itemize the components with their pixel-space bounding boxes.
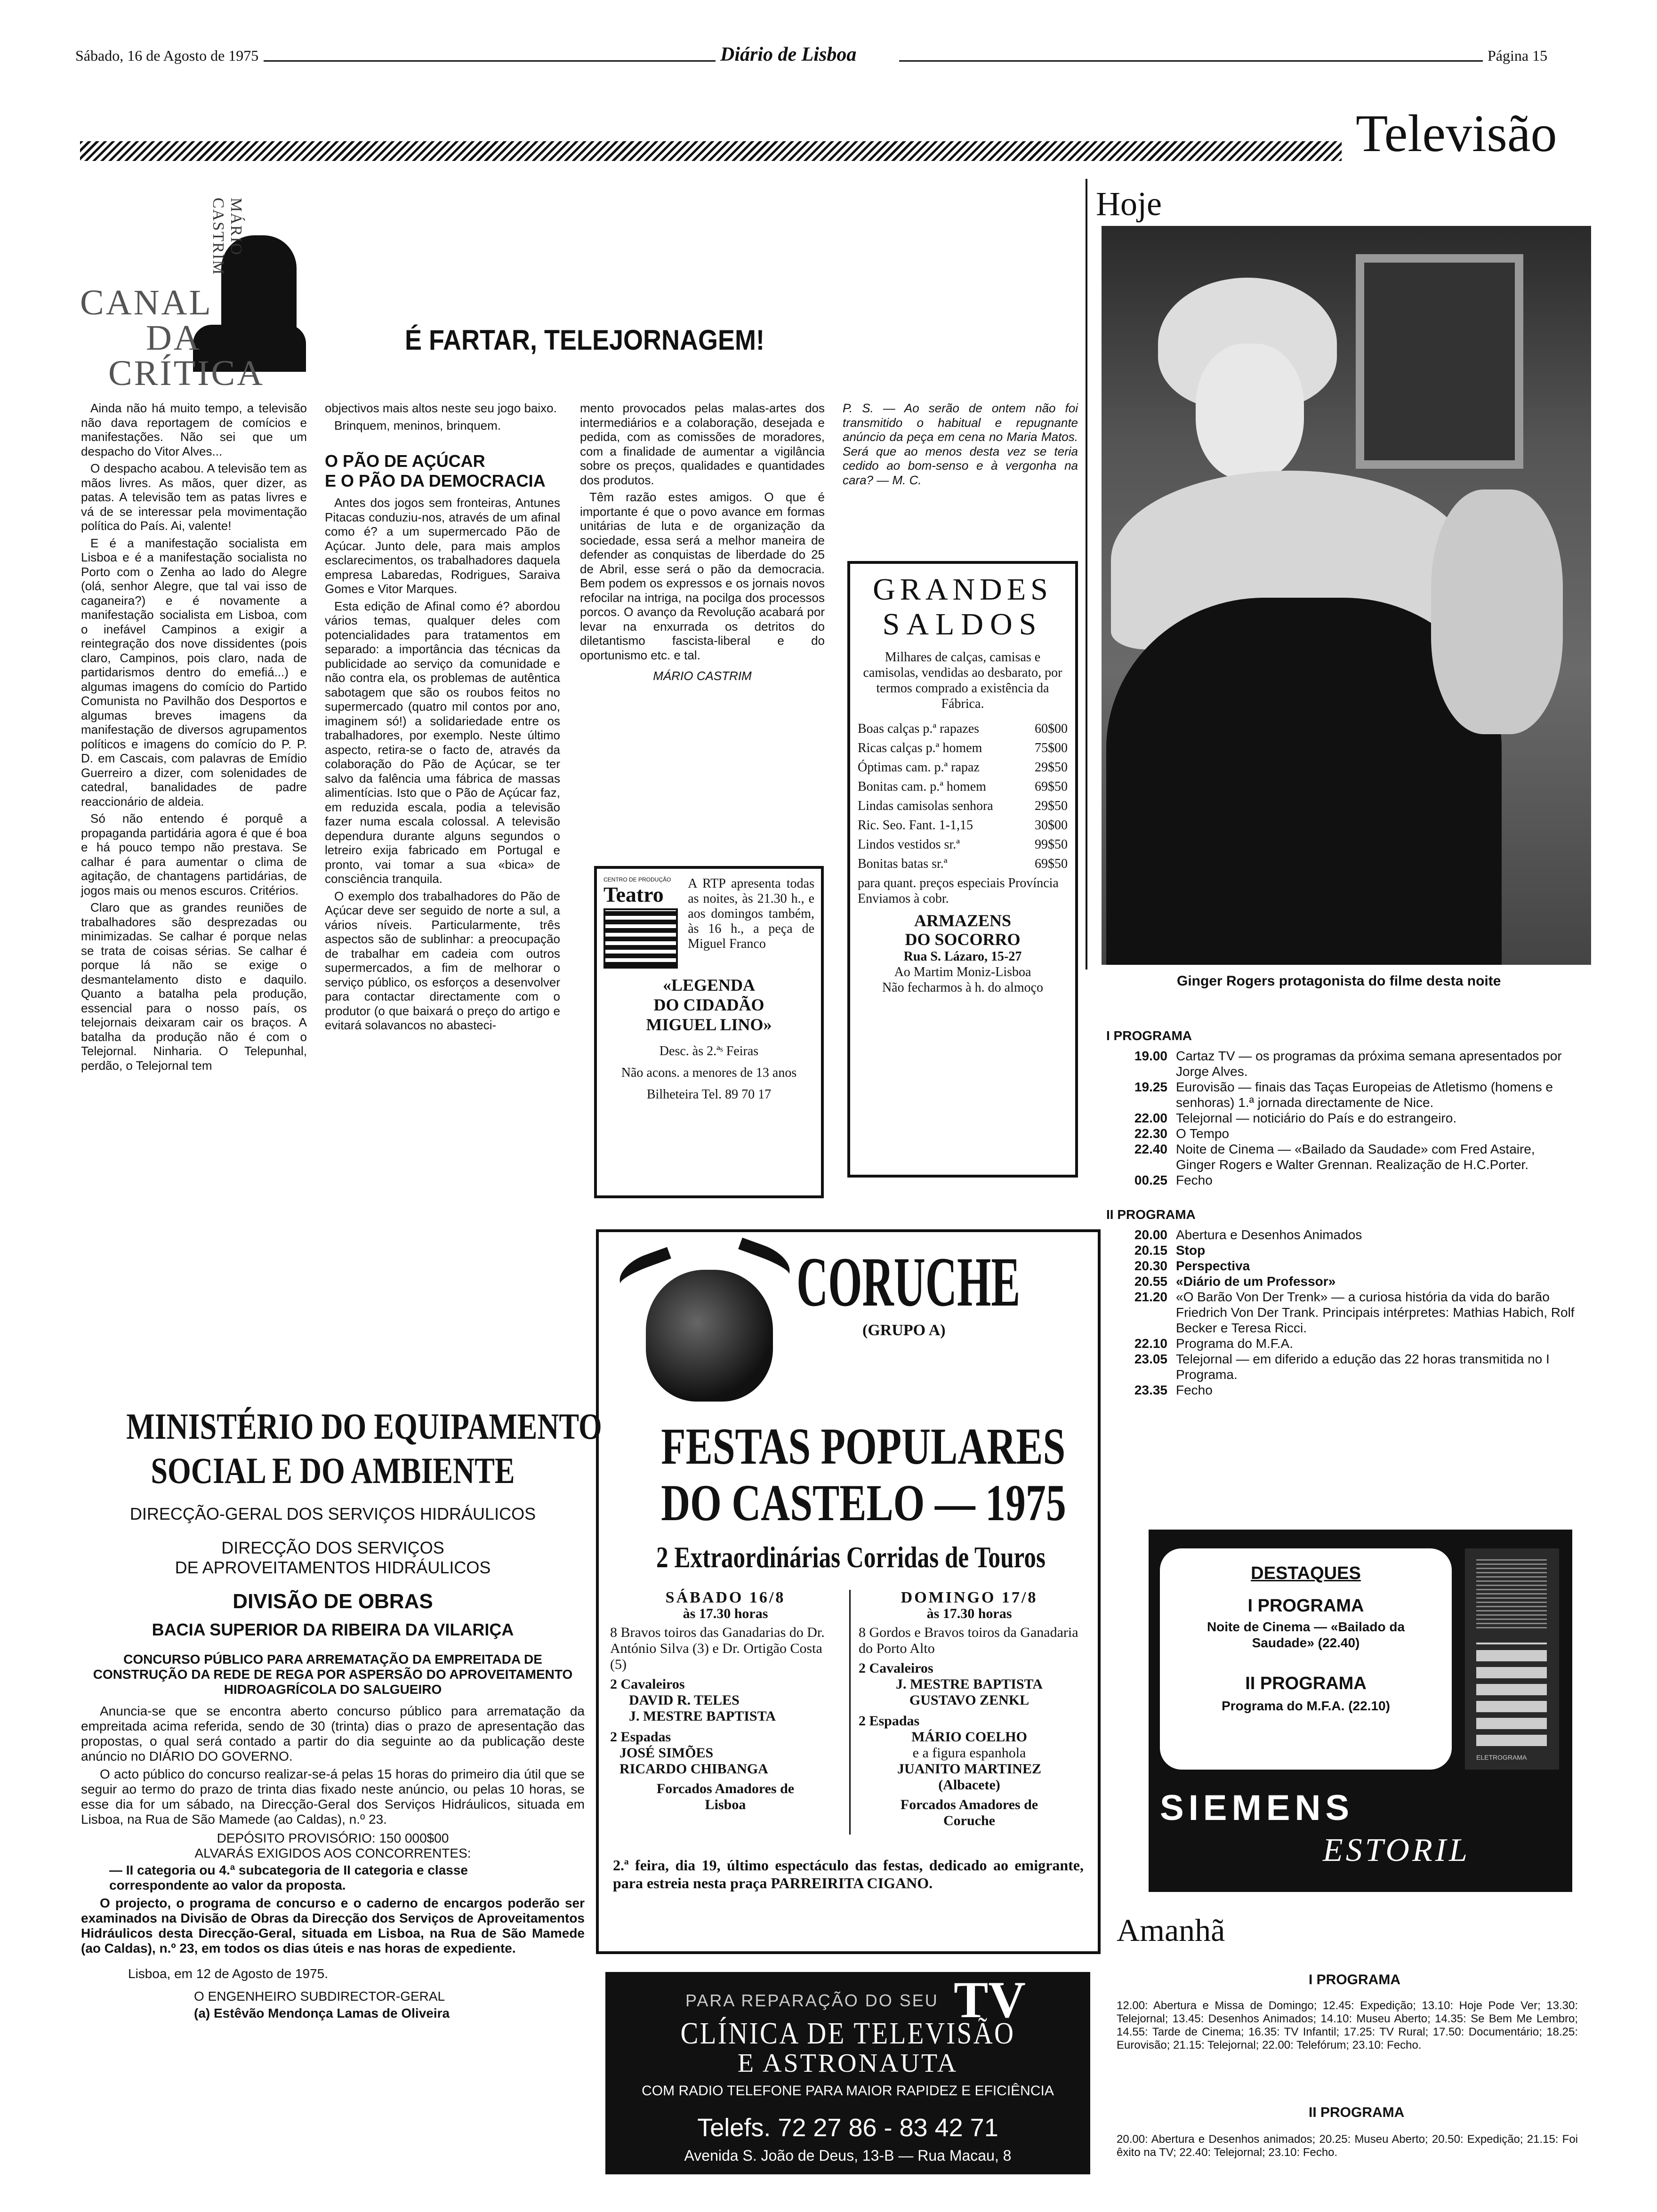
- sun-esp-name: JUANITO MARTINEZ: [897, 1761, 1041, 1777]
- saldos-item-name: Bonitas cam. p.ª homem: [858, 779, 986, 794]
- section-hatch-band: [80, 141, 1342, 161]
- saldos-item-name: Óptimas cam. p.ª rapaz: [858, 760, 980, 775]
- listing-row: [1106, 1172, 1577, 1188]
- photo-arm: [1431, 489, 1563, 734]
- clinica-slogan: COM RADIO TELEFONE PARA MAIOR RAPIDEZ E EFICIÊNCIA: [642, 2083, 1054, 2099]
- saldos-address: Rua S. Lázaro, 15-27: [903, 949, 1022, 964]
- destaques-title: DESTAQUES: [1251, 1563, 1361, 1583]
- photo-caption: Ginger Rogers protagonista do filme desta noite: [1177, 973, 1501, 989]
- header-page-number: Página 15: [1488, 47, 1548, 64]
- tv-screen: [1160, 1548, 1452, 1770]
- ministerio-concurso: CONCURSO PÚBLICO PARA ARREMATAÇÃO DA EMPREITADA DE CONSTRUÇÃO DA REDE DE REGA POR ASPERSÃO DO APROVEITAMENTO HIDROAGRÍCOLA DO SALGUEIRO: [93, 1652, 573, 1697]
- tv-speaker-grille: [1476, 1558, 1547, 1628]
- teatro-text: A RTP apresenta todas as noites, às 21.30 h., e aos domingos também, às 16 h., a peça de Miguel Franco: [688, 876, 814, 951]
- saldos-item: [858, 740, 1068, 756]
- coruche-footer: 2.ª feira, dia 19, último espectáculo das festas, dedicado ao emigrante, para estreia nesta praça PARREIRITA CIGANO.: [613, 1857, 1084, 1891]
- saldos-title2: SALDOS: [882, 607, 1043, 641]
- sun-esp-label: 2 Espadas: [859, 1713, 920, 1729]
- listing-time: 20.55: [1134, 1274, 1167, 1289]
- saldos-footer: para quant. preços especiais Província Enviamos à cobr.: [858, 876, 1059, 906]
- saldos-item-name: Lindos vestidos sr.ª: [858, 837, 960, 852]
- listing-row: [1106, 1110, 1577, 1126]
- article-headline: É FARTAR, TELEJORNAGEM!: [405, 324, 765, 356]
- article-paragraph: O despacho acabou. A televisão tem as mãos livres. As mãos, quer dizer, as patas. A televisão tem as patas livres e vá de se interessar pela movimentação política do País. Ai, valente!: [81, 461, 307, 533]
- corridas-line: 2 Extraordinárias Corridas de Touros: [656, 1540, 1046, 1574]
- saldos-item: [858, 837, 1068, 852]
- teatro-info3: Bilheteira Tel. 89 70 17: [646, 1087, 772, 1102]
- hoje-program2-title: II PROGRAMA: [1106, 1207, 1196, 1222]
- saldos-item: [858, 721, 1068, 737]
- ministerio-sig1: O ENGENHEIRO SUBDIRECTOR-GERAL: [194, 1989, 445, 2004]
- saldos-item-price: 60$00: [1035, 721, 1068, 736]
- saldos-item-name: Boas calças p.ª rapazes: [858, 721, 980, 736]
- sat-cav-name: J. MESTRE BAPTISTA: [629, 1708, 776, 1724]
- saldos-item-name: Ric. Seo. Fant. 1-1,15: [858, 818, 973, 833]
- vertical-rule: [1086, 179, 1087, 970]
- listing-text: «O Barão Von Der Trenk» — a curiosa história da vida do barão Friedrich Von Der Trank. Principais intérpretes: Mathias Habich, Rolf Becker e Teresa Ricci.: [1176, 1290, 1575, 1335]
- listing-text: Eurovisão — finais das Taças Europeias de Atletismo (homens e senhoras) 1.ª jornada directamente de Nice.: [1176, 1080, 1553, 1110]
- listing-text: «Diário de um Professor»: [1176, 1274, 1336, 1289]
- saldos-item-price: 29$50: [1035, 760, 1068, 775]
- sat-esp-label: 2 Espadas: [610, 1729, 671, 1745]
- coruche-sunday: [859, 1590, 1080, 1829]
- saldos-item: [858, 760, 1068, 775]
- bull-head: [646, 1270, 773, 1402]
- column-logo-line2: DA: [146, 318, 201, 358]
- saldos-item-price: 29$50: [1035, 799, 1068, 813]
- grandes-saldos-ad: [847, 561, 1078, 1178]
- listing-time: 23.35: [1134, 1383, 1167, 1397]
- festas-line1: FESTAS POPULARES: [661, 1418, 1066, 1475]
- article-subhead-line2: E O PÃO DA DEMOCRACIA: [325, 471, 546, 490]
- listing-time: 20.00: [1134, 1227, 1167, 1242]
- clinica-top: PARA REPARAÇÃO DO SEU: [685, 1991, 939, 2010]
- listing-text: Noite de Cinema — «Bailado da Saudade» com Fred Astaire, Ginger Rogers e Walter Grennan. Realização de H.C.Porter.: [1176, 1142, 1535, 1172]
- saldos-item-name: Bonitas batas sr.ª: [858, 857, 948, 871]
- sun-esp-name: (Albacete): [938, 1777, 1000, 1793]
- article-subhead-line1: O PÃO DE AÇÚCAR: [325, 451, 485, 471]
- column-logo-line1: CANAL: [80, 283, 213, 322]
- destaques-p2: II PROGRAMA: [1245, 1674, 1367, 1693]
- teatro-small-label: CENTRO DE PRODUÇÃO: [603, 876, 671, 883]
- sun-bulls: 8 Gordos e Bravos toiros da Ganadaria do Porto Alto: [859, 1625, 1078, 1656]
- ministerio-sig2: (a) Estêvão Mendonça Lamas de Oliveira: [194, 2006, 450, 2020]
- teatro-logo: [603, 876, 688, 969]
- saldos-item-price: 69$50: [1035, 779, 1068, 794]
- listing-time: 22.30: [1134, 1126, 1167, 1141]
- article-postscript: P. S. — Ao serão de ontem não foi transmitido o habitual e repugnante anúncio da peça em cena no Maria Matos. Será que ao menos desta vez se teria cedido ao bom-senso e à vergonha na cara? — M. C.: [843, 401, 1078, 487]
- estoril-model: ESTORIL: [1323, 1832, 1470, 1868]
- hoje-title: Hoje: [1096, 185, 1162, 223]
- column-logo-author: MÁRIO CASTRIM: [209, 198, 245, 276]
- ministerio-bacia: BACIA SUPERIOR DA RIBEIRA DA VILARIÇA: [152, 1620, 514, 1639]
- teatro-play-title1: «LEGENDA: [662, 976, 756, 994]
- coruche-divider: [849, 1590, 851, 1835]
- listing-text: Telejornal — em diferido a edução das 22 horas transmitida no I Programa.: [1176, 1352, 1550, 1382]
- ministerio-paragraph1: Anuncia-se que se encontra aberto concurso público para arrematação da empreitada acima referida, sendo de 30 (trinta) dias o prazo de apresentação das propostas, o qual será contado a partir do dia seguinte ao da publicação deste anúncio no DIÁRIO DO GOVERNO.: [81, 1704, 585, 1763]
- listing-row: [1106, 1351, 1577, 1382]
- listing-row: [1106, 1258, 1577, 1274]
- amanha-program1-title: I PROGRAMA: [1309, 1972, 1400, 1988]
- tv-channel-buttons: [1476, 1643, 1547, 1746]
- sun-cav-name: GUSTAVO ZENKL: [909, 1692, 1030, 1708]
- sun-forcados: Forcados Amadores de Coruche: [900, 1797, 1038, 1828]
- amanha-title: Amanhã: [1117, 1912, 1225, 1948]
- saldos-item-price: 75$00: [1035, 741, 1068, 755]
- saldos-store2: DO SOCORRO: [905, 930, 1021, 949]
- sun-cav-name: J. MESTRE BAPTISTA: [895, 1676, 1043, 1692]
- ministerio-notice: [81, 1404, 602, 2021]
- sun-time: às 17.30 horas: [926, 1606, 1012, 1621]
- listing-text: Fecho: [1176, 1173, 1213, 1187]
- newspaper-masthead: Diário de Lisboa: [720, 44, 857, 65]
- sat-esp-name: RICARDO CHIBANGA: [619, 1761, 768, 1777]
- header-date: Sábado, 16 de Agosto de 1975: [75, 47, 259, 64]
- article-subhead: [325, 451, 560, 491]
- listing-text: Perspectiva: [1176, 1258, 1250, 1273]
- listing-text: Cartaz TV — os programas da próxima semana apresentados por Jorge Alves.: [1176, 1049, 1562, 1079]
- destaques-p2-text: Programa do M.F.A. (22.10): [1222, 1699, 1390, 1713]
- sat-time: às 17.30 horas: [683, 1606, 768, 1621]
- teatro-play-title2: DO CIDADÃO: [653, 995, 764, 1014]
- clinica-phones: Telefs. 72 27 86 - 83 42 71: [697, 2114, 998, 2142]
- sat-forcados: Forcados Amadores de Lisboa: [656, 1781, 795, 1812]
- article-paragraph: Ainda não há muito tempo, a televisão não dava reportagem de comícios e manifestações. Não sei que um despacho do Vitor Alves...: [81, 401, 307, 458]
- listing-row: [1106, 1126, 1577, 1141]
- section-title: Televisão: [1356, 104, 1557, 163]
- coruche-group: (GRUPO A): [862, 1322, 946, 1339]
- siemens-tv-ad: [1149, 1530, 1572, 1892]
- ministerio-division: DIVISÃO DE OBRAS: [233, 1590, 433, 1613]
- rtp-emblem: [603, 908, 678, 969]
- teatro-info2: Não acons. a menores de 13 anos: [621, 1066, 797, 1080]
- amanha-program2-text: 20.00: Abertura e Desenhos animados; 20.25: Museu Aberto; 20.50: Expedição; 21.15: Foi êxito na TV; 22.40: Telejornal; 23.10: Fecho.: [1117, 2133, 1578, 2159]
- listing-row: [1106, 1336, 1577, 1351]
- ministerio-deposito: DEPÓSITO PROVISÓRIO: 150 000$00: [217, 1831, 449, 1845]
- saldos-title1: GRANDES: [873, 572, 1053, 607]
- sat-esp-name: JOSÉ SIMÕES: [619, 1745, 714, 1761]
- hoje-listings: [1106, 1028, 1577, 1398]
- teatro-play-title3: MIGUEL LINO»: [646, 1015, 772, 1034]
- saldos-store1: ARMAZENS: [914, 911, 1011, 930]
- teatro-name: Teatro: [603, 882, 664, 906]
- saldos-intro: Milhares de calças, camisas e camisolas, vendidas ao desbarato, por termos comprado a existência da Fábrica.: [863, 650, 1062, 711]
- destaques-p1-text: Noite de Cinema — «Bailado da Saudade» (22.40): [1207, 1619, 1405, 1650]
- ministerio-date: Lisboa, em 12 de Agosto de 1975.: [128, 1966, 328, 1981]
- sun-esp-name: e a figura espanhola: [912, 1745, 1026, 1761]
- photo-frame-shape: [1356, 254, 1523, 469]
- saldos-item-price: 69$50: [1035, 857, 1068, 871]
- saldos-address2: Ao Martim Moniz-Lisboa: [894, 965, 1031, 979]
- teatro-top: [603, 876, 814, 969]
- ministerio-dg: DIRECÇÃO-GERAL DOS SERVIÇOS HIDRÁULICOS: [129, 1504, 536, 1523]
- listing-text: Telejornal — noticiário do País e do estrangeiro.: [1176, 1111, 1457, 1125]
- column-logo-line3: CRÍTICA: [108, 353, 265, 393]
- article-column-3: [580, 401, 825, 683]
- coruche-bullfight-ad: [596, 1229, 1101, 1954]
- listing-time: 23.05: [1134, 1352, 1167, 1366]
- ministerio-title2: SOCIAL E DO AMBIENTE: [151, 1450, 515, 1491]
- listing-time: 21.20: [1134, 1290, 1167, 1304]
- article-paragraph: mento provocados pelas malas-artes dos intermediários e a colaboração, desejada e pedida, com as comissões de moradores, com a finalidade de aumentar a vigilância sobre os preços, qualidades e quantidades dos produtos.: [580, 401, 825, 487]
- header-rule-left: [264, 60, 716, 62]
- photo-face: [1196, 344, 1304, 480]
- festas-line2: DO CASTELO — 1975: [661, 1474, 1066, 1531]
- listing-time: 20.30: [1134, 1258, 1167, 1273]
- listing-row: [1106, 1289, 1577, 1336]
- article-column-1: [81, 401, 307, 1075]
- saldos-hours: Não fecharmos à h. do almoço: [882, 980, 1044, 995]
- ministerio-ds2: DE APROVEITAMENTOS HIDRÁULICOS: [175, 1558, 491, 1577]
- sun-esp-name: MÁRIO COELHO: [911, 1729, 1027, 1745]
- article-paragraph: Têm razão estes amigos. O que é importante é que o povo avance em formas unitárias de luta e de organização da sociedade, essa será a melhor maneira de defender as conquistas de liberdade do 25 de Abril, esse será o pão da democracia. Bem podem os expressos e os jornais novos refocilar na intriga, na pocilga dos processos porcos. O avanço da Revolução acabará por levar na enxurrada os detritos do diletantismo fascista-liberal e do oportunismo etc. e tal.: [580, 490, 825, 662]
- listing-time: 22.10: [1134, 1336, 1167, 1351]
- sat-head: SÁBADO 16/8: [665, 1589, 786, 1606]
- ministerio-alvaras: ALVARÁS EXIGIDOS AOS CONCORRENTES:: [194, 1846, 471, 1860]
- listing-time: 20.15: [1134, 1243, 1167, 1258]
- article-signature: MÁRIO CASTRIM: [653, 669, 752, 683]
- listing-row: [1106, 1242, 1577, 1258]
- ministerio-paragraph2: O acto público do concurso realizar-se-á pelas 15 horas do primeiro dia útil que se seguir ao termo do prazo de trinta dias fixado neste anúncio, ou pelas 10 horas, se esse dia for um sábado, na Direcção-Geral dos Serviços Hidráulicos, situada em Lisboa, na Rua de São Mamede (ao Caldas), n.º 23.: [81, 1767, 585, 1827]
- hoje-program1-title: I PROGRAMA: [1106, 1028, 1192, 1043]
- ministerio-alvaras-text: — II categoria ou 4.ª subcategoria de II categoria e classe correspondente ao valor da proposta.: [109, 1863, 468, 1892]
- ministerio-paragraph3: O projecto, o programa de concurso e o caderno de encargos poderão ser examinados na Divisão de Obras da Direcção dos Serviços de Aproveitamentos Hidráulicos desta Direcção-Geral, situada em Lisboa, na Rua de São Mamede (ao Caldas), n.º 23, em todos os dias úteis e nas horas de expediente.: [81, 1896, 585, 1956]
- listing-text: Stop: [1176, 1243, 1206, 1258]
- teatro-info1: Desc. às 2.ªˢ Feiras: [659, 1044, 759, 1058]
- saldos-item: [858, 856, 1068, 872]
- ginger-rogers-photo: [1102, 226, 1591, 965]
- coruche-saturday: [610, 1590, 841, 1813]
- listing-row: [1106, 1048, 1577, 1079]
- article-paragraph: Brinquem, meninos, brinquem.: [334, 418, 501, 433]
- listing-time: 19.25: [1134, 1080, 1167, 1094]
- listing-row: [1106, 1141, 1577, 1172]
- saldos-item: [858, 817, 1068, 833]
- listing-time: 22.00: [1134, 1111, 1167, 1125]
- listing-row: [1106, 1079, 1577, 1110]
- clinica-tv: TV: [954, 1971, 1026, 2028]
- tv-brand-label: ELETROGRAMA: [1476, 1754, 1527, 1761]
- tv-control-panel: [1465, 1548, 1559, 1770]
- article-paragraph: O exemplo dos trabalhadores do Pão de Açúcar deve ser seguido de norte a sul, a vários níveis. Particularmente, três aspectos são de sublinhar: a preocupação de trabalhar em cadeia com outros supermercados, a fim de melhorar o serviço público, os esforços a desenvolver para contactar directamente com o produtor (o que baixará o preço do artigo e evitará solavancos no abasteci-: [325, 889, 560, 1032]
- listing-text: Programa do M.F.A.: [1176, 1336, 1293, 1351]
- article-column-2: [325, 401, 560, 1035]
- bull-head-illustration: [618, 1246, 796, 1406]
- article-paragraph: Só não entendo é porquê a propaganda partidária agora é que é boa e há pouco tempo não prestava. Se calhar é para aumentar o clima de agitação, de chantagens partidárias, de jogos mais ou menos escuros. Critérios.: [81, 811, 307, 898]
- sat-bulls: 8 Bravos toiros das Ganadarias do Dr. António Silva (3) e Dr. Ortigão Costa (5): [610, 1625, 825, 1672]
- clinica-address: Avenida S. João de Deus, 13-B — Rua Macau, 8: [684, 2147, 1012, 2164]
- listing-text: O Tempo: [1176, 1126, 1230, 1141]
- ministerio-title1: MINISTÉRIO DO EQUIPAMENTO: [126, 1406, 602, 1447]
- teatro-ad: [594, 866, 824, 1198]
- sat-cav-name: DAVID R. TELES: [629, 1692, 740, 1708]
- listing-text: Fecho: [1176, 1383, 1213, 1397]
- saldos-item-price: 30$00: [1035, 818, 1068, 833]
- clinica-televisao-ad: [605, 1972, 1090, 2174]
- saldos-item: [858, 798, 1068, 814]
- listing-time: 00.25: [1134, 1173, 1167, 1187]
- listing-row: [1106, 1227, 1577, 1242]
- saldos-item: [858, 779, 1068, 794]
- clinica-name1: CLÍNICA DE TELEVISÃO: [680, 2016, 1015, 2051]
- sun-cav-label: 2 Cavaleiros: [859, 1660, 933, 1676]
- amanha-program1-text: 12.00: Abertura e Missa de Domingo; 12.45: Expedição; 13.10: Hoje Pode Ver; 13.30: Telejornal; 13.45: Desenhos Animados; 14.10: Museu Aberto; 14.35: Se Bem Me Lembro; 14.55: Tarde de Cinema; 16.35: TV Infantil; 17.25: TV Rural; 17.50: Documentário; 18.25: Eurovisão; 21.15: Telejornal; 22.00: Telefórum; 23.10: Fecho.: [1117, 1999, 1578, 2052]
- listing-row: [1106, 1382, 1577, 1398]
- saldos-item-name: Ricas calças p.ª homem: [858, 741, 982, 755]
- article-paragraph: Esta edição de Afinal como é? abordou vários temas, qualquer deles com potencialidades para tratamentos em separado: a importância das técnicas da publicidade ao serviço da comunidade e não contra ela, os problemas de autêntica sabotagem que são os roubos feitos no supermercado (quatro mil contos por ano, imaginem só!) a solidariedade entre os trabalhadores, por exemplo. Neste último aspecto, retira-se o facto de, através da colaboração do Pão de Açúcar, se ter salvo da falência uma fábrica de massas alimentícias. Isto que o Pão de Açúcar faz, em reduzida escala, podia a televisão fazer numa escala colossal. A televisão dependura durante alguns segundos o letreiro exija fabricado em Portugal e pronto, vai tomar a sua «bica» de consciência tranquila.: [325, 599, 560, 886]
- header-rule-right: [899, 60, 1483, 62]
- sun-head: DOMINGO 17/8: [901, 1589, 1038, 1606]
- listing-row: [1106, 1274, 1577, 1289]
- destaques-p1: I PROGRAMA: [1247, 1596, 1364, 1616]
- listing-text: Abertura e Desenhos Animados: [1176, 1227, 1362, 1242]
- article-paragraph: objectivos mais altos neste seu jogo baixo.: [325, 401, 557, 415]
- article-paragraph: Claro que as grandes reuniões de trabalhadores são desprezadas ou minimizadas. Se calhar é porque nelas se trata de coisas sérias. Se calhar é porque lá não se exige o desmantelamento disto e daquilo. Quanto a batalha pela produção, essencial para o nosso país, os telejornais deixaram cair os braços. A batalha da produção não é com o Telejornal. Ninharia. O Telepunhal, perdão, o Telejornal tem: [81, 900, 307, 1073]
- column-logo: [80, 188, 306, 395]
- article-paragraph: E é a manifestação socialista em Lisboa e é a manifestação socialista no Porto com o Zenha ao lado do Alegre (olá, senhor Alegre, que tal vai isso de caganeira?) e é novamente a manifestação socialista em Lisboa, com o inefável Campinos a exigir a reintegração dos nove dissidentes (pois claro, Campinos, pois claro, nada de partidarismos dentro do emefiá...) e algumas imagens do comício do Partido Comunista no Pavilhão dos Desportos e algumas breves imagens da manifestação de diversos agrupamentos políticos e imagens do comício do P. P. D. em Cascais, com palavras de Emídio Guerreiro a dizer, com solenidades de catedral, banalidades de padre reaccionário de aldeia.: [81, 536, 307, 809]
- clinica-name2: E ASTRONAUTA: [737, 2049, 958, 2078]
- saldos-item-price: 99$50: [1035, 837, 1068, 852]
- article-paragraph: Antes dos jogos sem fronteiras, Antunes Pitacas conduziu-nos, através de um afinal como é? a um supermercado Pão de Açúcar. Junto dele, para mais amplos esclarecimentos, os trabalhadores daquela empresa Labaredas, Rodrigues, Saraiva Gomes e Vitor Marques.: [325, 496, 560, 596]
- ministerio-ds1: DIRECÇÃO DOS SERVIÇOS: [221, 1538, 444, 1557]
- siemens-brand: SIEMENS: [1160, 1788, 1354, 1828]
- coruche-title: CORUCHE: [796, 1243, 1021, 1321]
- sat-cav-label: 2 Cavaleiros: [610, 1676, 685, 1692]
- saldos-item-name: Lindas camisolas senhora: [858, 799, 993, 813]
- amanha-program2-title: II PROGRAMA: [1309, 2105, 1405, 2120]
- listing-time: 22.40: [1134, 1142, 1167, 1156]
- saldos-price-list: [858, 721, 1068, 872]
- listing-time: 19.00: [1134, 1049, 1167, 1063]
